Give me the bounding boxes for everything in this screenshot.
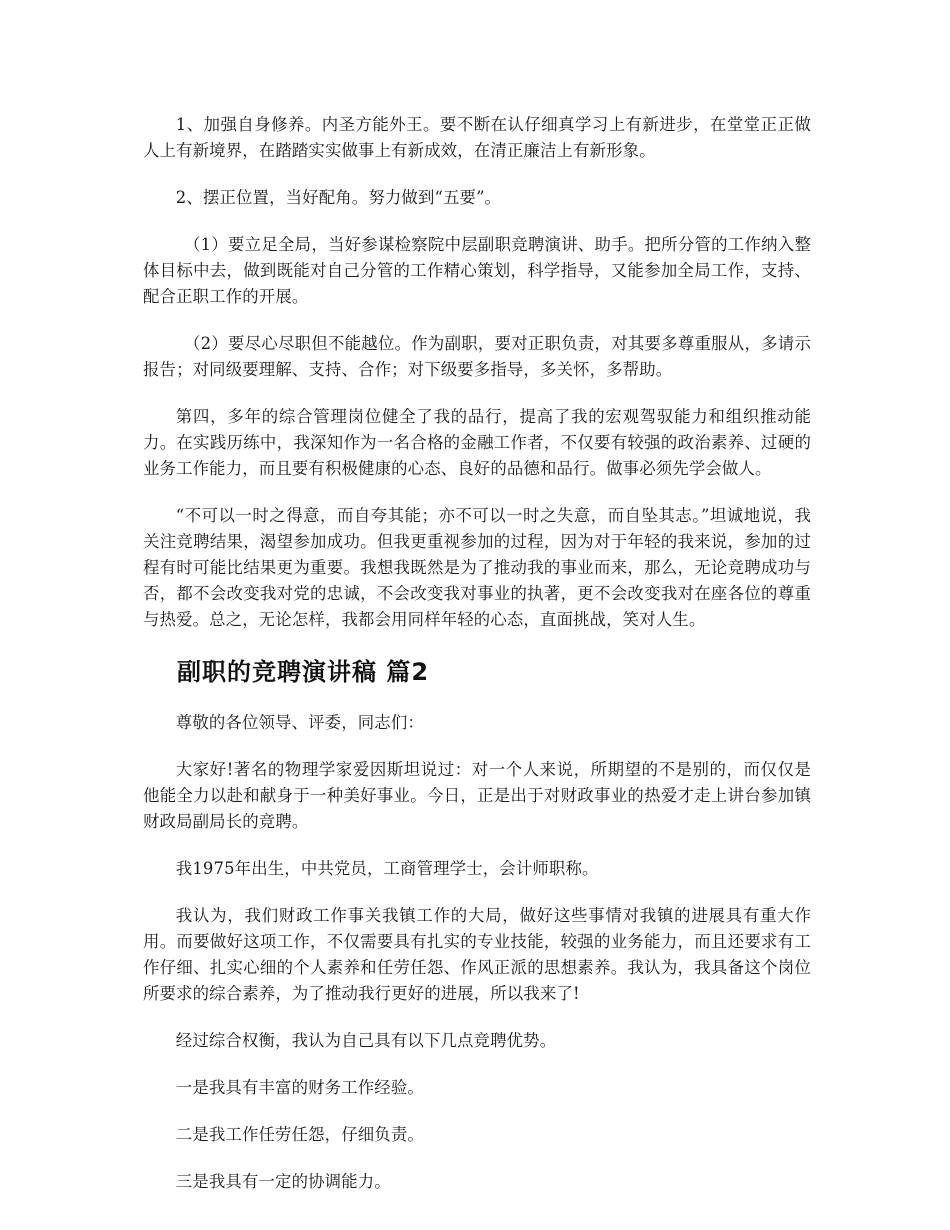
section-title: 副职的竞聘演讲稿 篇2 — [177, 658, 430, 686]
paragraph-duty: （2）要尽心尽职但不能越位。作为副职，要对正职负责，对其要多尊重服从，多请示报告；对同级要理解、支持、合作；对下级要多指导，多关怀，多帮助。 — [143, 334, 811, 379]
paragraph-self-cultivation: 1、加强自身修养。内圣方能外王。要不断在认仔细真学习上有新进步，在堂堂正正做人上有新境界，在踏踏实实做事上有新成效，在清正廉洁上有新形象。 — [143, 115, 811, 160]
paragraph-advantage-2: 二是我工作任劳任怨，仔细负责。 — [175, 1125, 424, 1144]
paragraph-greeting: 尊敬的各位领导、评委，同志们： — [175, 713, 424, 732]
paragraph-closing-quote: “不可以一时之得意，而自夸其能；亦不可以一时之失意，而自坠其志。”坦诚地说，我关注竞聘结果，渴望参加成功。但我更重视参加的过程，因为对于年轻的我来说，参加的过程有时可能比结果更为重要。我想我既然是为了推动我的事业而来，那么，无论竞聘成功与否，都不会改变我对党的忠诚，不会改变我对事业的执著，更不会改变我对在座各位的尊重与热爱。总之，无论怎样，我都会用同样年轻的心态，直面挑战，笑对人生。 — [143, 506, 811, 629]
paragraph-advantage-3: 三是我具有一定的协调能力。 — [175, 1172, 391, 1191]
document-page — [143, 112, 811, 1216]
paragraph-position: 2、摆正位置，当好配角。努力做到“五要”。 — [175, 188, 502, 207]
paragraph-opinion: 我认为，我们财政工作事关我镇工作的大局，做好这些事情对我镇的进展具有重大作用。而要做好这项工作，不仅需要具有扎实的专业技能，较强的业务能力，而且还要求有工作仔细、扎实心细的个人素养和任劳任怨、作风正派的思想素养。我认为，我具备这个岗位所要求的综合素养，为了推动我行更好的进展，所以我来了! — [143, 906, 811, 1003]
paragraph-advantages-intro: 经过综合权衡，我认为自己具有以下几点竞聘优势。 — [175, 1031, 557, 1050]
paragraph-born: 我1975年出生，中共党员，工商管理学士，会计师职称。 — [175, 859, 599, 878]
paragraph-hello: 大家好!著名的物理学家爱因斯坦说过：对一个人来说，所期望的不是别的，而仅仅是他能全力以赴和献身于一种美好事业。今日，正是出于对财政事业的热爱才走上讲台参加镇财政局副局长的竞聘。 — [143, 760, 811, 831]
paragraph-overall-view: （1）要立足全局，当好参谋检察院中层副职竞聘演讲、助手。把所分管的工作纳入整体目标中去，做到既能对自己分管的工作精心策划，科学指导，又能参加全局工作，支持、配合正职工作的开展。 — [143, 235, 811, 306]
paragraph-advantage-1: 一是我具有丰富的财务工作经验。 — [175, 1078, 424, 1097]
paragraph-fourth: 第四，多年的综合管理岗位健全了我的品行，提高了我的宏观驾驭能力和组织推动能力。在实践历练中，我深知作为一名合格的金融工作者，不仅要有较强的政治素养、过硬的业务工作能力，而且要有积极健康的心态、良好的品德和品行。做事必须先学会做人。 — [143, 407, 811, 478]
